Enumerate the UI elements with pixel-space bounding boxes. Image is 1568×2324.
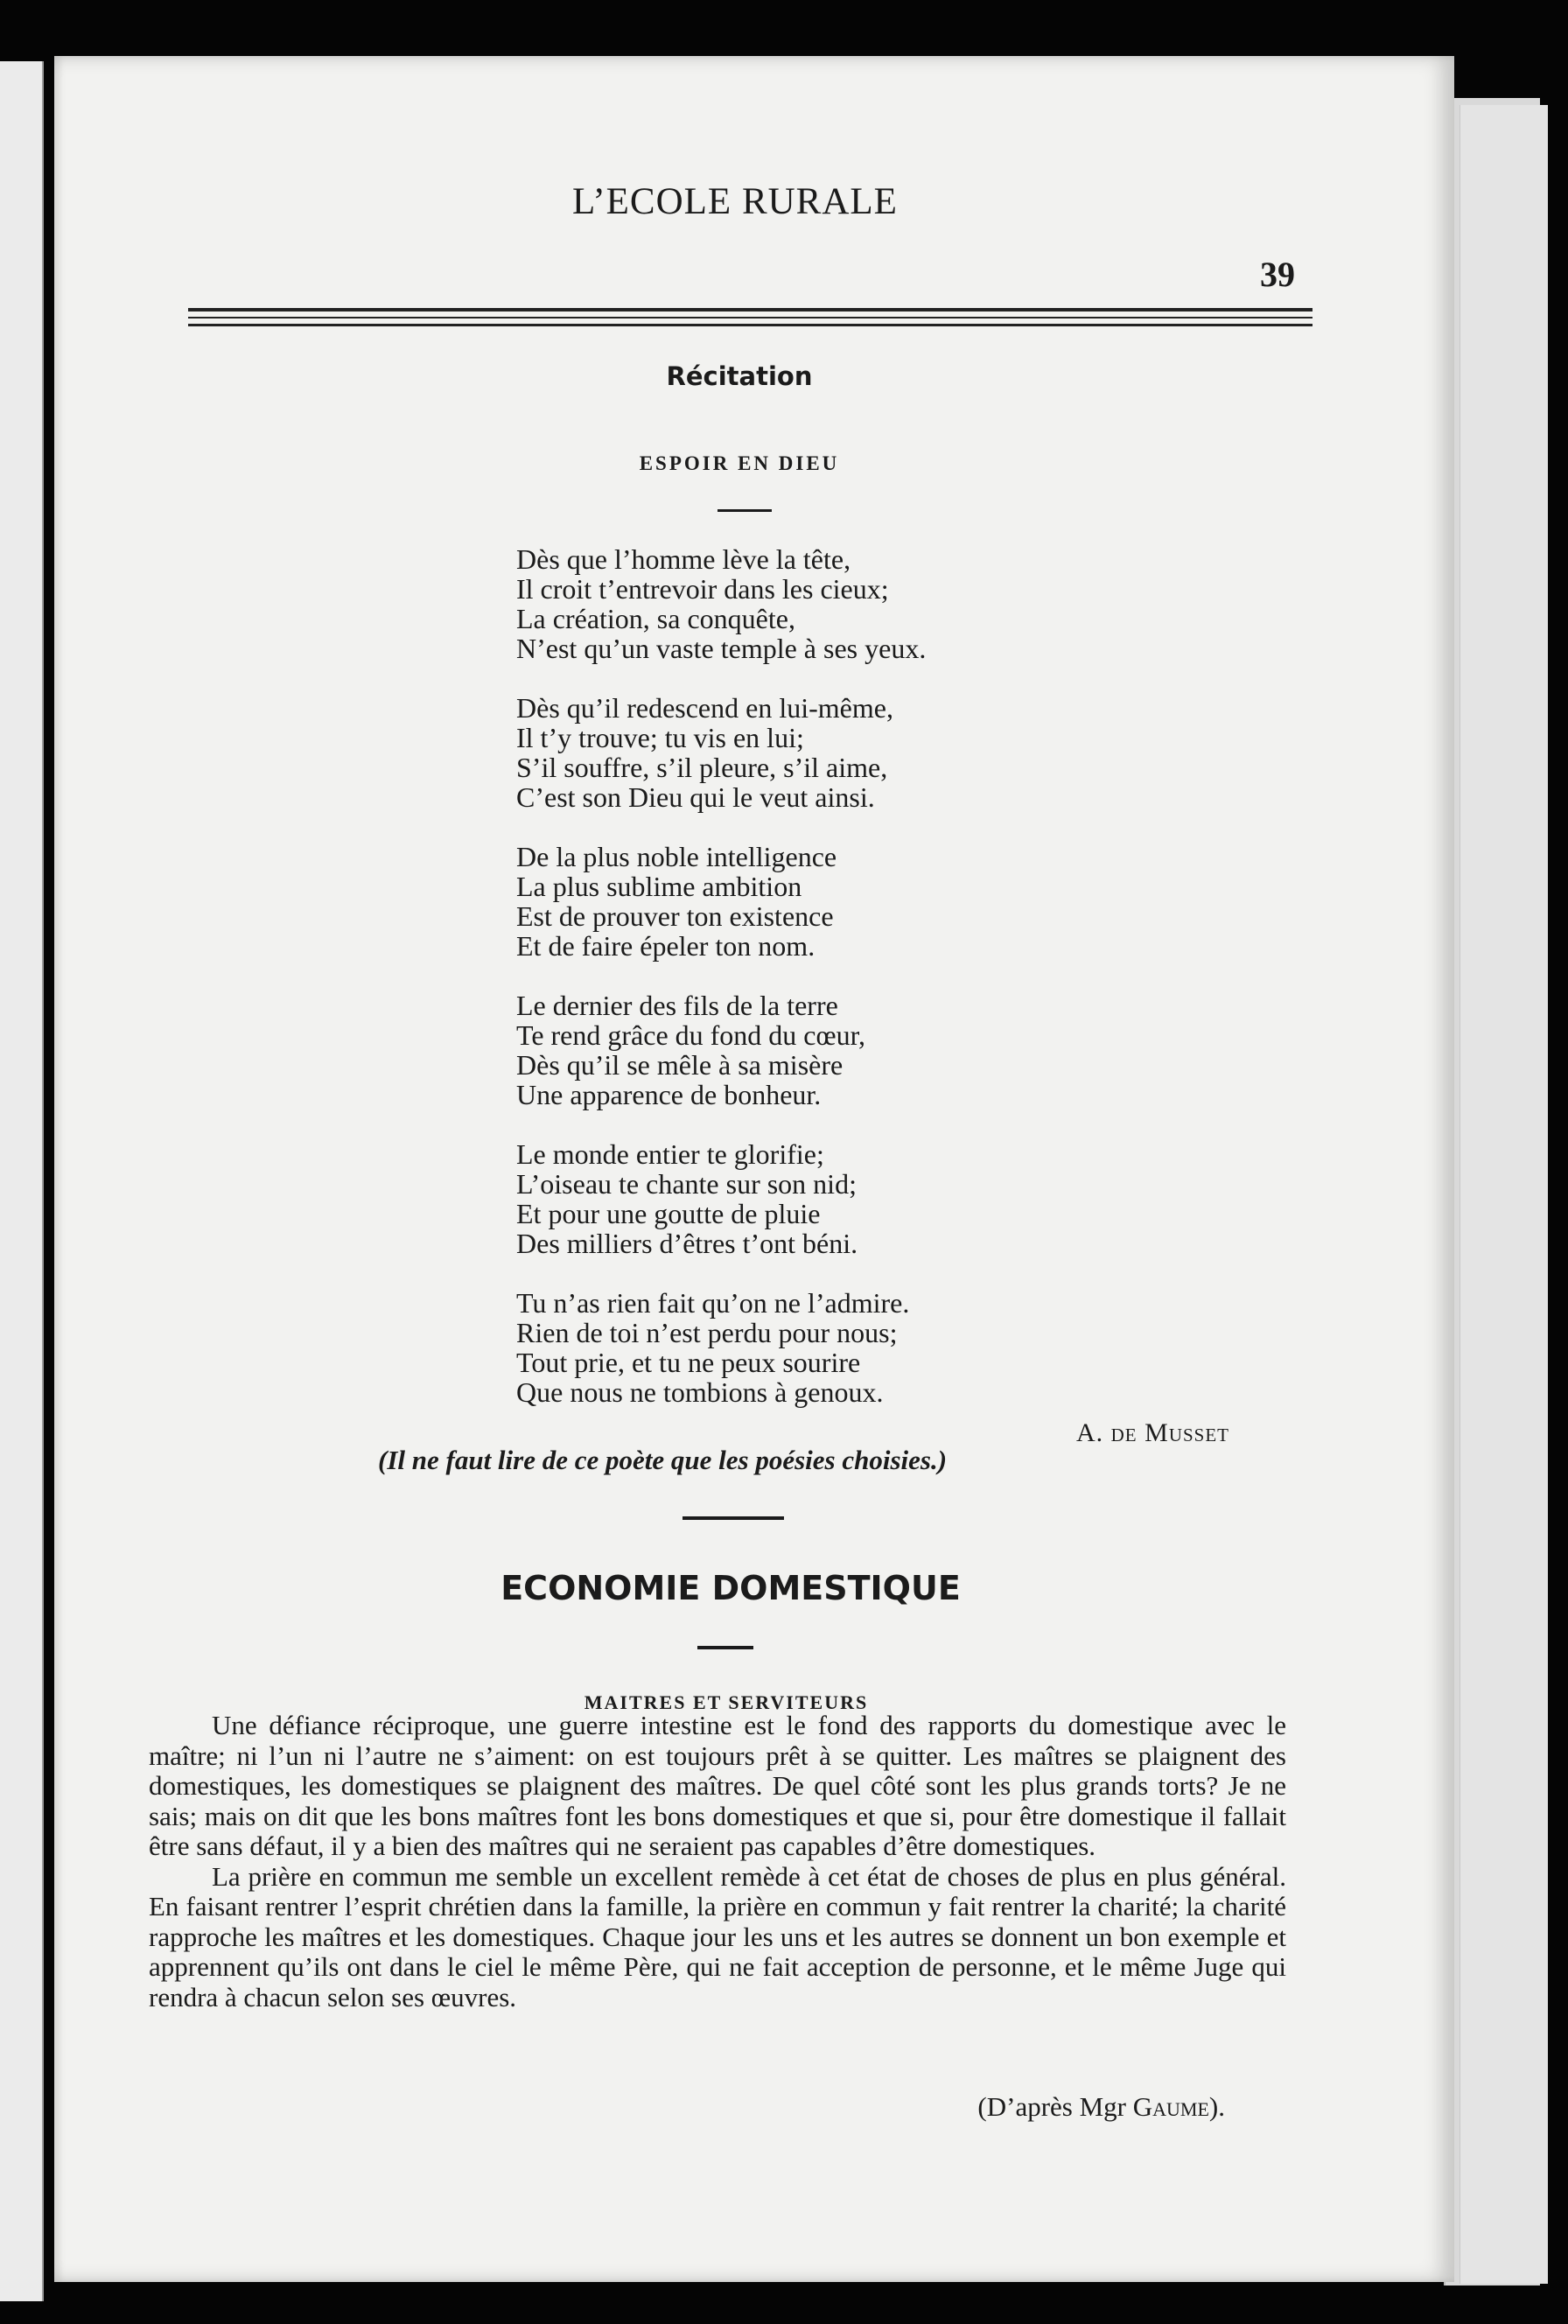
poem-line: Le dernier des fils de la terre [516, 990, 838, 1021]
article-signature [875, 2091, 1225, 2123]
poem-author [1041, 1418, 1229, 1448]
poem-line: Il croit t’entrevoir dans les cieux; [516, 573, 889, 605]
stanza [516, 1139, 1041, 1258]
author-initial: A. [1075, 1418, 1104, 1447]
section-heading-economie: ECONOMIE DOMESTIQUE [500, 1569, 961, 1607]
poem [516, 544, 1041, 1437]
poem-line: La plus sublime ambition [516, 871, 802, 902]
running-title: L’ECOLE RURALE [572, 181, 898, 222]
poem-line: Le monde entier te glorifie; [516, 1138, 824, 1170]
poem-line: S’il souffre, s’il pleure, s’il aime, [516, 752, 888, 783]
section-title-recitation: Récitation [666, 361, 813, 391]
poem-line: Rien de toi n’est perdu pour nous; [516, 1317, 898, 1348]
back-page-edge-inner [1460, 105, 1548, 2284]
signature-name: Gaume [1132, 2091, 1209, 2122]
section-heading-rule [697, 1646, 753, 1649]
author-name: Musset [1144, 1418, 1229, 1447]
poem-line: Dès qu’il se mêle à sa misère [516, 1049, 844, 1081]
paragraph: La prière en commun me semble un excellent remède à cet état de choses de plus en plus général. En faisant rentrer l’esprit chrétien dans la famille, la prière en commun y fait rentrer la charité; la charité rapproche les maîtres et les domestiques. Chaque jour les uns et les autres se donnent un bon exemple et apprennent qu’ils ont dans le ciel le même Père, qui ne fait acception de personne, et le même Juge qui rendra à chacun selon ses œuvres. [149, 1860, 1286, 2012]
author-particle: de [1110, 1418, 1138, 1447]
stanza [516, 544, 1041, 663]
poem-line: Des milliers d’êtres t’ont béni. [516, 1228, 858, 1259]
poem-line: Te rend grâce du fond du cœur, [516, 1019, 865, 1051]
poem-line: L’oiseau te chante sur son nid; [516, 1168, 857, 1200]
stanza [516, 693, 1041, 812]
poem-line: Dès que l’homme lève la tête, [516, 543, 851, 575]
poem-line: Dès qu’il redescend en lui-même, [516, 692, 893, 724]
paragraph: Une défiance réciproque, une guerre intestine est le fond des rapports du domestique avec le maître; ni l’un ni l’autre ne s’aiment: on est toujours prêt à se quitter. Les maîtres se plaignent des domestiques, les domestiques se plaignent des maîtres. De quel côté sont les plus grands torts? Je ne sais; mais on dit que les bons maîtres font les bons domestiques et que si, pour être domestique il fallait être sans défaut, il y a bien des maîtres qui ne seraient pas capables d’être domestiques. [149, 1710, 1286, 1861]
signature-prefix: (D’après Mgr [977, 2091, 1126, 2122]
poem-line: Et de faire épeler ton nom. [516, 930, 816, 962]
poem-line: Est de prouver ton existence [516, 900, 834, 932]
article-body [149, 1711, 1286, 2012]
stanza [516, 990, 1041, 1110]
poem-line: Tout prie, et tu ne peux sourire [516, 1347, 861, 1378]
poem-line: De la plus noble intelligence [516, 841, 837, 872]
poem-line: N’est qu’un vaste temple à ses yeux. [516, 633, 927, 664]
page-number: 39 [1260, 255, 1295, 294]
poem-line: Il t’y trouve; tu vis en lui; [516, 722, 804, 753]
article-title: MAITRES ET SERVITEURS [584, 1691, 869, 1713]
poem-title-rule [718, 509, 772, 512]
stanza [516, 842, 1041, 961]
header-rule-top [188, 308, 1312, 312]
poem-line: Une apparence de bonheur. [516, 1079, 822, 1110]
poem-line: C’est son Dieu qui le veut ainsi. [516, 781, 875, 813]
header-rule-middle [188, 317, 1312, 318]
signature-suffix: ). [1208, 2091, 1225, 2122]
poem-line: La création, sa conquête, [516, 603, 795, 634]
poem-line: Tu n’as rien fait qu’on ne l’admire. [516, 1287, 910, 1319]
poem-line: Et pour une goutte de pluie [516, 1198, 821, 1229]
stanza [516, 1288, 1041, 1407]
poem-line: Que nous ne tombions à genoux. [516, 1376, 884, 1408]
adjacent-page-edge [0, 61, 44, 2301]
header-rule-bottom [188, 324, 1312, 326]
section-separator-rule [682, 1516, 784, 1520]
poem-title: ESPOIR EN DIEU [639, 452, 840, 474]
editorial-note: (Il ne faut lire de ce poète que les poésies choisies.) [378, 1445, 948, 1475]
